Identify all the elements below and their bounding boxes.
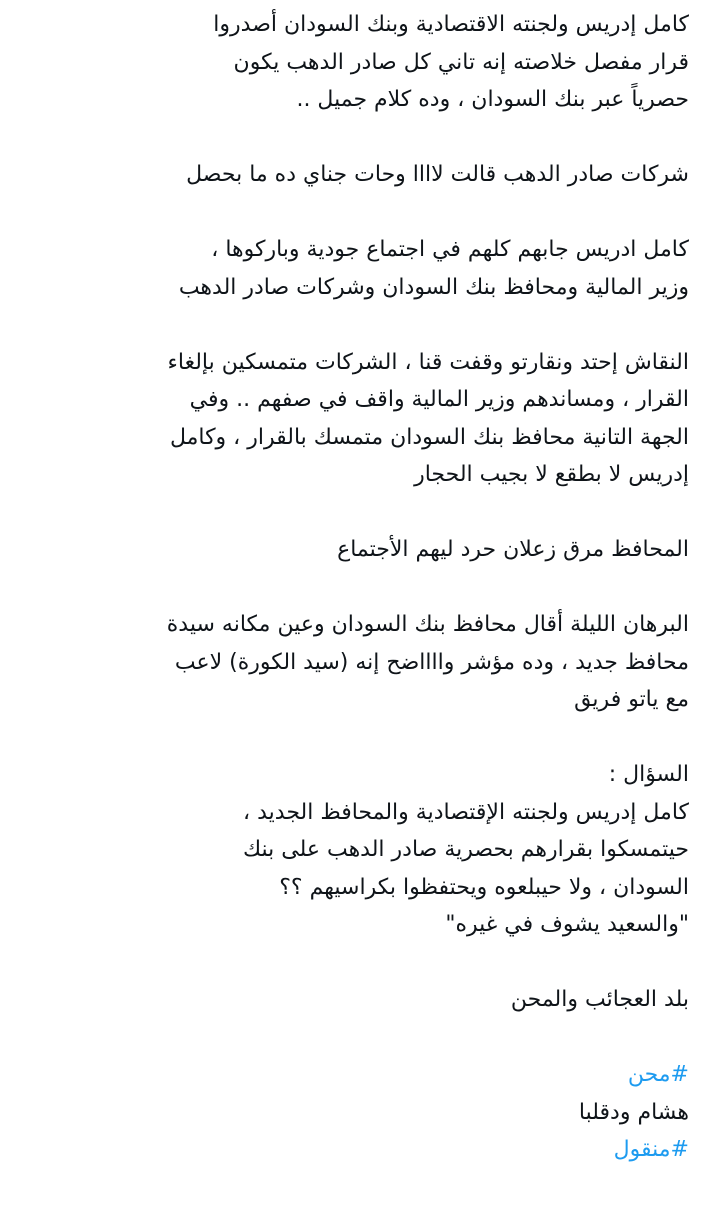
text-line: كامل ادريس جابهم كلهم في اجتماع جودية وباركوها ،	[211, 237, 689, 262]
text-line: قرار مفصل خلاصته إنه تاني كل صادر الدهب يكون	[233, 49, 689, 75]
paragraph-burhan-decision	[89, 606, 689, 719]
text-line: بلد العجائب والمحن	[510, 987, 689, 1012]
text-line: كامل إدريس ولجنته الاقتصادية وبنك السودان أصدروا	[213, 12, 689, 37]
hashtag-link[interactable]: #منقول	[613, 1137, 689, 1162]
text-line: مع ياتو فريق	[574, 687, 689, 712]
paragraph-governor-left	[89, 531, 689, 569]
paragraph-question	[89, 756, 689, 944]
paragraph-companies-refuse	[89, 156, 689, 194]
text-line: "والسعيد يشوف في غيره"	[445, 912, 689, 937]
hashtag-link[interactable]: #محن	[627, 1062, 689, 1087]
text-line: السؤال :	[608, 762, 689, 787]
post-footer	[89, 1056, 689, 1169]
text-line: حيتمسكوا بقرارهم بحصرية صادر الدهب على بنك	[242, 837, 689, 862]
text-line: كامل إدريس ولجنته الإقتصادية والمحافظ الجديد ،	[243, 799, 689, 825]
author-signature: هشام ودقلبا	[578, 1099, 689, 1125]
text-line: محافظ جديد ، وده مؤشر وااااضح إنه (سيد الكورة) لاعب	[174, 649, 689, 675]
paragraph-closing	[89, 981, 689, 1019]
text-line: الجهة التانية محافظ بنك السودان متمسك بالقرار ، وكامل	[169, 424, 689, 450]
text-line: النقاش إحتد ونقارتو وقفت قنا ، الشركات متمسكين بإلغاء	[167, 349, 689, 375]
paragraph-debate	[89, 344, 689, 494]
text-line: المحافظ مرق زعلان حرد ليهم الأجتماع	[337, 537, 689, 562]
text-line: إدريس لا بطقع لا بجيب الحجار	[414, 462, 689, 487]
post-body	[89, 6, 689, 1206]
text-line: البرهان الليلة أقال محافظ بنك السودان وعين مكانه سيدة	[166, 612, 689, 637]
text-line: السودان ، ولا حيبلعوه ويحتفظوا بكراسيهم ؟؟	[279, 874, 689, 900]
text-line: حصرياً عبر بنك السودان ، وده كلام جميل ..	[296, 87, 689, 112]
text-line: وزير المالية ومحافظ بنك السودان وشركات صادر الدهب	[178, 274, 689, 300]
text-line: القرار ، ومساندهم وزير المالية واقف في صفهم .. وفي	[189, 387, 689, 412]
text-line: شركات صادر الدهب قالت لاااا وحات جناي ده ما بحصل	[186, 162, 689, 187]
paragraph-meeting	[89, 231, 689, 306]
paragraph-gold-decision	[89, 6, 689, 119]
